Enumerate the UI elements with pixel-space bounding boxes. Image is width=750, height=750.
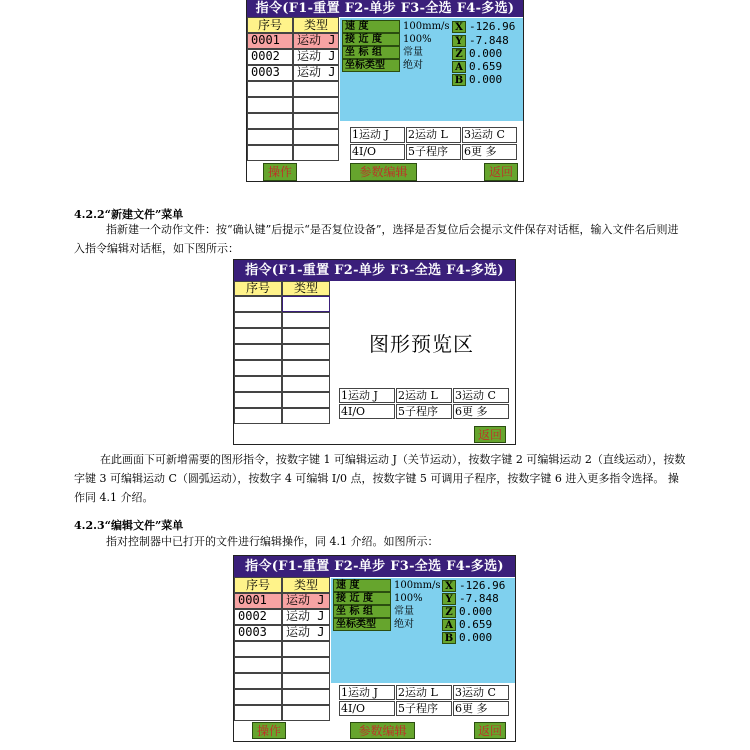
io-button[interactable]: 4I/O (339, 404, 395, 419)
paragraph: 在此画面下可新增需要的图形指令，按数字键 1 可编辑运动 J（关节运动），按数字键 2 可编辑运动 2（直线运动），按数字键 3 可编辑运动 C（圆弧运动），按数字 4 可编辑 I/0 点，按数字键 5 可调用子程序，按数字键 6 进入更多指令选择。 操作同 4.1 介绍。 (74, 453, 686, 504)
io-button[interactable]: 4I/O (350, 144, 405, 160)
param-value: 常量 (403, 47, 423, 58)
row-type[interactable]: 运动 J (282, 593, 330, 609)
empty-cell[interactable] (282, 312, 330, 328)
paragraph: 指对控制器中已打开的文件进行编辑操作，同 4.1 介绍。如图所示： (106, 535, 439, 548)
row-type[interactable]: 运动 J (293, 33, 339, 49)
param-label: 坐 标 组 (342, 46, 400, 59)
axis-label: A (452, 61, 466, 73)
axis-value: 0.000 (469, 47, 503, 60)
io-button[interactable]: 4I/O (339, 701, 395, 716)
motion-l-button[interactable]: 2运动 L (396, 685, 452, 700)
more-button[interactable]: 6更 多 (462, 144, 517, 160)
empty-cell[interactable] (247, 129, 293, 145)
instruction-panel-top (246, 0, 524, 182)
empty-cell[interactable] (247, 113, 293, 129)
empty-cell[interactable] (234, 705, 282, 721)
back-button[interactable]: 返回 (474, 426, 506, 443)
subprogram-button[interactable]: 5子程序 (396, 701, 452, 716)
row-seq[interactable]: 0002 (234, 609, 282, 625)
panel-title: 指令(F1-重置 F2-单步 F3-全选 F4-多选) (234, 556, 515, 577)
empty-cell[interactable] (234, 673, 282, 689)
axis-label: B (452, 74, 466, 86)
axis-value: -7.848 (459, 592, 499, 605)
empty-cell[interactable] (234, 408, 282, 424)
empty-cell[interactable] (282, 705, 330, 721)
column-header-type: 类型 (282, 577, 330, 593)
empty-cell[interactable] (234, 296, 282, 312)
axis-value: 0.000 (459, 631, 493, 644)
axis-label: Y (452, 35, 466, 47)
param-label: 接 近 度 (342, 33, 400, 46)
empty-cell[interactable] (234, 360, 282, 376)
motion-j-button[interactable]: 1运动 J (350, 127, 405, 143)
axis-label: Y (442, 593, 456, 605)
instruction-panel-new (233, 259, 516, 445)
paragraph: 指新建一个动作文件：按“确认键”后提示“是否复位设备”，选择是否复位后会提示文件保存对话框，输入文件名后则进入指令编辑对话框，如下图所示： (74, 223, 679, 255)
row-type[interactable]: 运动 J (293, 65, 339, 81)
empty-cell[interactable] (234, 641, 282, 657)
param-label: 速 度 (333, 579, 391, 592)
empty-cell[interactable] (282, 673, 330, 689)
operate-button[interactable]: 操作 (252, 722, 286, 739)
param-value: 100mm/s (394, 580, 441, 591)
operate-button[interactable]: 操作 (263, 163, 297, 181)
empty-cell[interactable] (293, 145, 339, 161)
axis-label: Z (452, 48, 466, 60)
back-button[interactable]: 返回 (484, 163, 518, 181)
param-value: 100% (403, 34, 432, 45)
axis-value: 0.659 (459, 618, 493, 631)
empty-cell[interactable] (247, 145, 293, 161)
motion-l-button[interactable]: 2运动 L (396, 388, 452, 403)
empty-cell[interactable] (234, 657, 282, 673)
motion-c-button[interactable]: 3运动 C (453, 388, 509, 403)
axis-label: X (452, 21, 466, 33)
panel-title: 指令(F1-重置 F2-单步 F3-全选 F4-多选) (234, 260, 515, 281)
empty-cell[interactable] (293, 81, 339, 97)
empty-cell[interactable] (234, 392, 282, 408)
axis-value: 0.659 (469, 60, 503, 73)
axis-value: 0.000 (459, 605, 493, 618)
row-type[interactable]: 运动 J (282, 609, 330, 625)
row-seq[interactable]: 0003 (247, 65, 293, 81)
motion-c-button[interactable]: 3运动 C (462, 127, 517, 143)
empty-cell[interactable] (282, 392, 330, 408)
more-button[interactable]: 6更 多 (453, 701, 509, 716)
empty-cell[interactable] (282, 296, 330, 312)
empty-cell[interactable] (293, 97, 339, 113)
param-label: 接 近 度 (333, 592, 391, 605)
empty-cell[interactable] (234, 312, 282, 328)
empty-cell[interactable] (234, 344, 282, 360)
empty-cell[interactable] (282, 360, 330, 376)
motion-l-button[interactable]: 2运动 L (406, 127, 461, 143)
row-seq[interactable]: 0001 (247, 33, 293, 49)
column-header-seq: 序号 (234, 281, 282, 296)
param-value: 100% (394, 593, 423, 604)
param-label: 速 度 (342, 20, 400, 33)
column-header-seq: 序号 (247, 17, 293, 33)
panel-title: 指令(F1-重置 F2-单步 F3-全选 F4-多选) (247, 0, 523, 17)
empty-cell[interactable] (282, 408, 330, 424)
section-heading: 4.2.2“新建文件”菜单 (74, 208, 184, 221)
row-type[interactable]: 运动 J (293, 49, 339, 65)
column-header-type: 类型 (282, 281, 330, 296)
axis-value: -7.848 (469, 34, 509, 47)
column-header-type: 类型 (293, 17, 339, 33)
param-edit-button[interactable]: 参数编辑 (350, 163, 417, 181)
motion-j-button[interactable]: 1运动 J (339, 685, 395, 700)
empty-cell[interactable] (234, 328, 282, 344)
empty-cell[interactable] (247, 97, 293, 113)
row-type[interactable]: 运动 J (282, 625, 330, 641)
empty-cell[interactable] (293, 129, 339, 145)
row-seq[interactable]: 0003 (234, 625, 282, 641)
axis-label: Z (442, 606, 456, 618)
motion-j-button[interactable]: 1运动 J (339, 388, 395, 403)
empty-cell[interactable] (247, 81, 293, 97)
axis-label: X (442, 580, 456, 592)
param-edit-button[interactable]: 参数编辑 (350, 722, 415, 739)
empty-cell[interactable] (282, 376, 330, 392)
axis-value: -126.96 (469, 20, 516, 33)
empty-cell[interactable] (282, 689, 330, 705)
param-value: 绝对 (403, 60, 423, 71)
axis-label: A (442, 619, 456, 631)
empty-cell[interactable] (234, 689, 282, 705)
subprogram-button[interactable]: 5子程序 (396, 404, 452, 419)
empty-cell[interactable] (234, 376, 282, 392)
param-value: 100mm/s (403, 21, 450, 32)
graphic-preview-area: 图形预览区 (369, 332, 474, 356)
section-heading: 4.2.3“编辑文件”菜单 (74, 519, 184, 532)
param-label: 坐标类型 (342, 59, 400, 72)
empty-cell[interactable] (293, 113, 339, 129)
column-header-seq: 序号 (234, 577, 282, 593)
axis-label: B (442, 632, 456, 644)
axis-value: 0.000 (469, 73, 503, 86)
axis-value: -126.96 (459, 579, 506, 592)
row-seq[interactable]: 0002 (247, 49, 293, 65)
param-label: 坐标类型 (333, 618, 391, 631)
param-value: 常量 (394, 606, 414, 617)
more-button[interactable]: 6更 多 (453, 404, 509, 419)
empty-cell[interactable] (282, 344, 330, 360)
param-value: 绝对 (394, 619, 414, 630)
empty-cell[interactable] (282, 641, 330, 657)
empty-cell[interactable] (282, 657, 330, 673)
back-button[interactable]: 返回 (474, 722, 506, 739)
motion-c-button[interactable]: 3运动 C (453, 685, 509, 700)
subprogram-button[interactable]: 5子程序 (406, 144, 461, 160)
empty-cell[interactable] (282, 328, 330, 344)
row-seq[interactable]: 0001 (234, 593, 282, 609)
instruction-panel-edit (233, 555, 516, 742)
param-label: 坐 标 组 (333, 605, 391, 618)
